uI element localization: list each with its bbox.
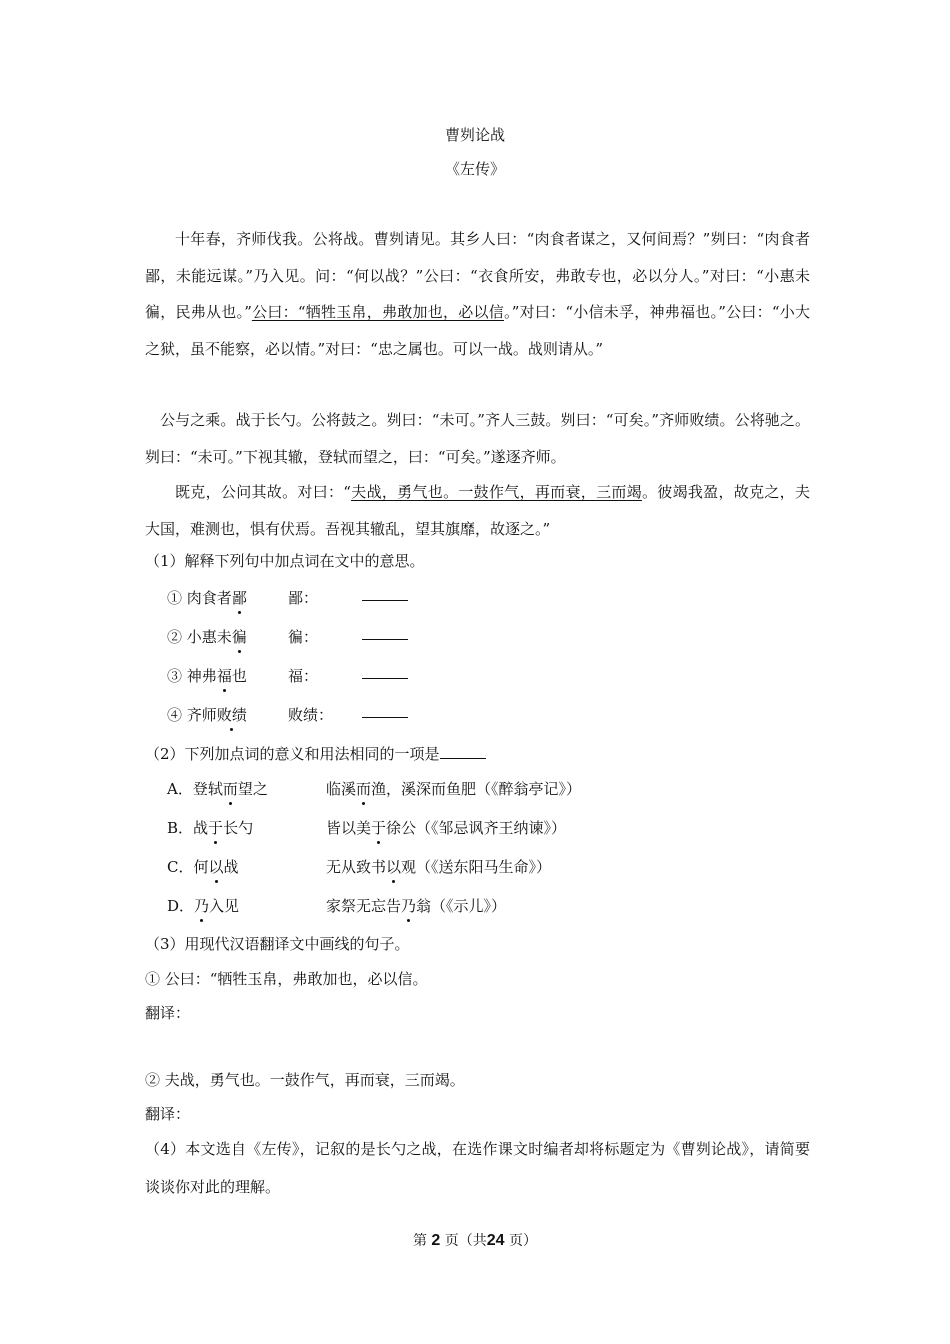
q1-word: 鄙： [288,589,319,607]
question-3-prompt: （3）用现代汉语翻译文中画线的句子。 [145,935,410,953]
passage-text: 既克，公问其故。对曰：“ [175,483,351,501]
q1-item: ④ 齐师败绩 [167,706,247,724]
q2-option-d: D．乃入见 [167,897,240,915]
total-pages: 24 [486,1232,505,1249]
passage-paragraph-3 [145,474,810,547]
answer-blank [362,704,408,722]
q3-sentence-1: ① 公曰：“牺牲玉帛，弗敢加也，必以信。 [145,970,428,988]
page-title: 曹刿论战 [444,126,505,144]
q1-item: ① 肉食者鄙 [167,589,247,607]
question-2-prompt: （2）下列加点词的意义和用法相同的一项是 [145,743,486,764]
passage-text: 。彼竭我盈，故克之，夫大国，难测也，惧有伏焉。吾视其辙乱，望其旗靡，故逐之。” [145,483,810,538]
page-footer: 第 2 页（共24 页） [412,1232,538,1249]
q2-option-b: B．战于长勺 [167,819,254,837]
q2-option-b-compare: 皆以美于徐公（《邹忌讽齐王纳谏》） [326,819,567,837]
q2-option-c: C．何以战 [167,858,239,876]
source-line: 《左传》 [444,160,505,178]
page-number: 2 [431,1232,441,1249]
q1-word: 福： [288,667,319,685]
q1-item: ② 小惠未徧 [167,628,247,646]
answer-blank [362,626,408,644]
passage-paragraph-2: 公与之乘。战于长勺。公将鼓之。刿曰：“未可。”齐人三鼓。刿曰：“可矣。”齐师败绩。公将驰之。刿曰：“未可。”下视其辙，登轼而望之，曰：“可矣。”遂逐齐师。 [145,411,810,466]
q2-option-c-compare: 无从致书以观（《送东阳马生命》） [326,858,552,876]
q2-option-d-compare: 家祭无忘告乃翁（《示儿》） [326,897,507,915]
question-4-prompt: （4）本文选自《左传》，记叙的是长勺之战，在选作课文时编者却将标题定为《曹刿论战》，请简要谈谈你对此的理解。 [145,1140,810,1196]
q2-option-a: A．登轼而望之 [167,780,268,798]
q2-option-a-compare: 临溪而渔，溪深而鱼肥（《醉翁亭记》） [326,780,582,798]
q3-translate-label-2: 翻译： [145,1105,191,1123]
underlined-sentence-2: 夫战，勇气也。一鼓作气，再而衰，三而竭 [350,483,642,501]
answer-blank [362,665,408,683]
passage-text: 十年春，齐师伐我。公将战。曹刿请见。其乡人曰：“肉食者谋之，又何间焉？”刿曰：“肉食者鄙，未能远谋。”乃入见。问：“何以战？”公曰：“衣食所安，弗敢专也，必以分人。”对曰：“小惠未徧，民弗从也。” [145,230,810,321]
answer-blank [362,587,408,605]
passage-text: 。”对曰：“小信未孚，神弗福也。”公曰：“小大之狱，虽不能察，必以情。”对曰：“忠之属也。可以一战。战则请从。” [145,303,810,358]
underlined-sentence-1: 公曰：“牺牲玉帛，弗敢加也，必以信 [251,303,504,321]
q1-word: 败绩： [288,706,334,724]
passage-paragraph-1 [145,221,810,367]
question-1-prompt: （1）解释下列句中加点词在文中的意思。 [145,552,425,570]
q3-sentence-2: ② 夫战，勇气也。一鼓作气，再而衰，三而竭。 [145,1071,465,1089]
q3-translate-label-1: 翻译： [145,1004,191,1022]
q1-item: ③ 神弗福也 [167,667,247,685]
q1-word: 徧： [288,628,319,646]
